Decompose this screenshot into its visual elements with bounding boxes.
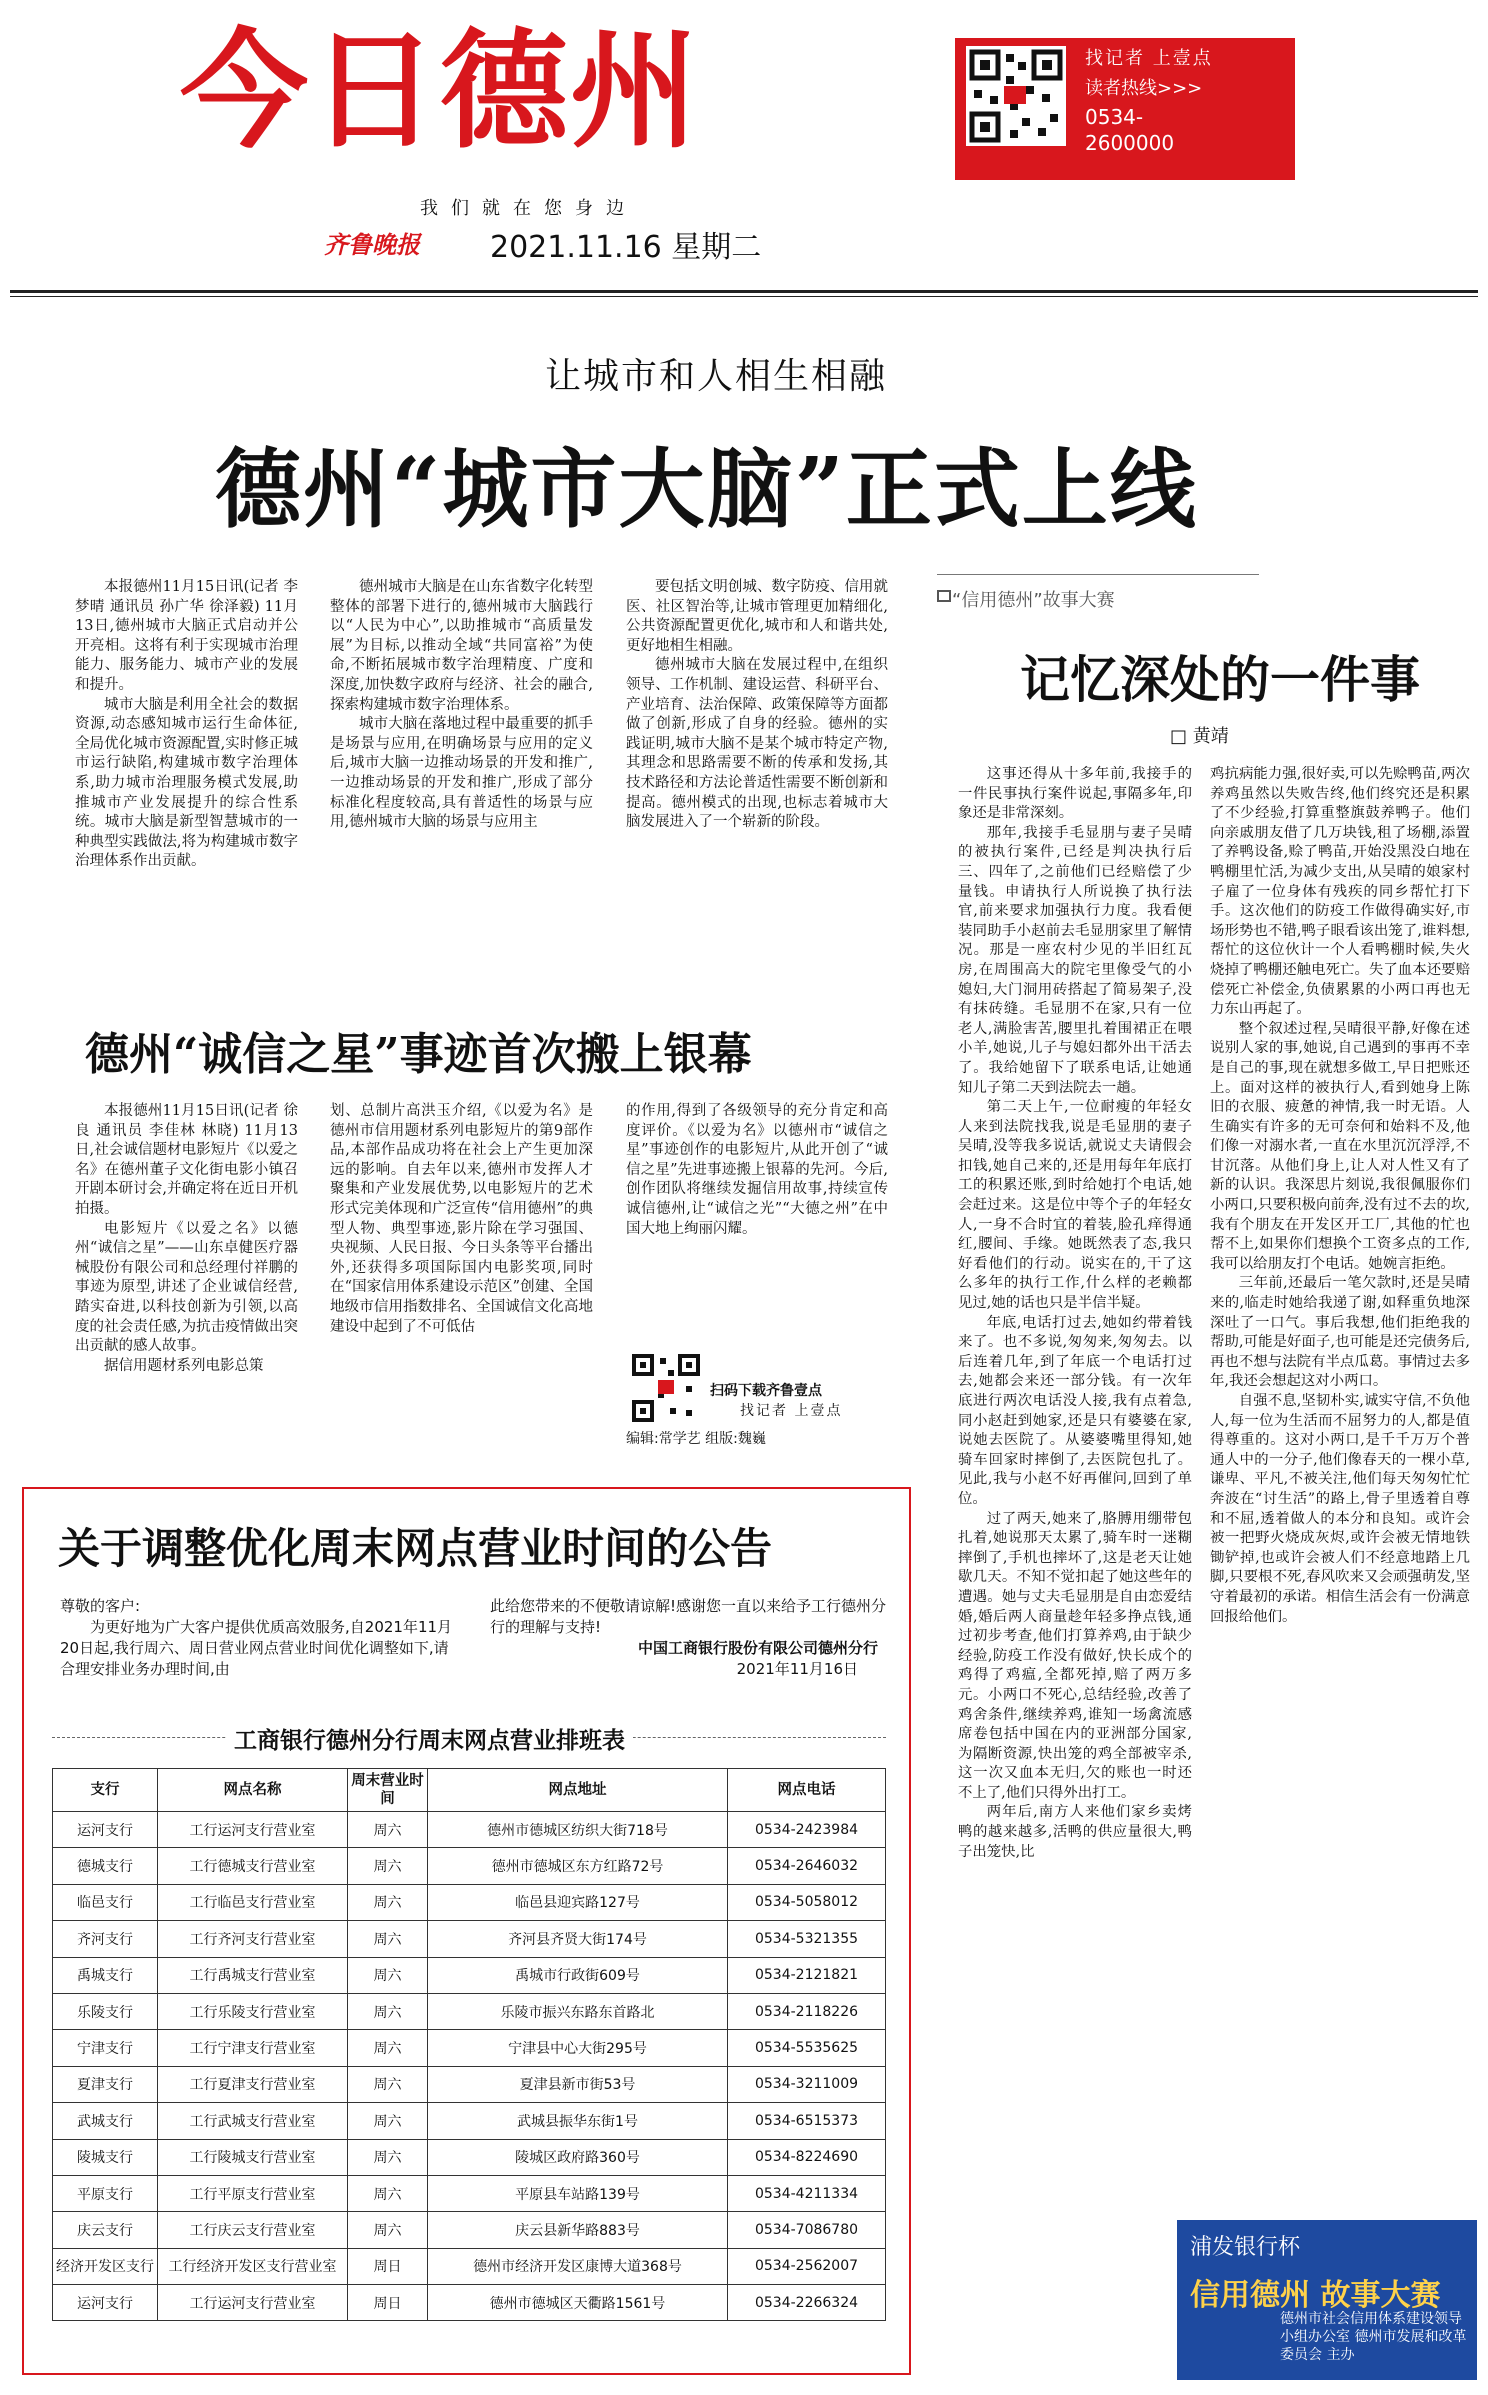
second-column-2 xyxy=(330,1102,593,1460)
story-paragraph: 第二天上午,一位耐瘦的年轻女人来到法院找我,说是毛显朋的妻子吴晴,没等我多说话,就说丈夫请假会扣钱,她自己来的,还是用每年年底打工的积累还账,到时给她打个电话,她会赶过来。这是位中等个子的年轻女人,一身不合时宜的着装,脸孔痒得通红,腰间、手缘。她既然表了态,我只好看他们的行动。说实在的,干了这么多年的执行工作,什么样的老赖都见过,她的话也只是半信半疑。 xyxy=(958,1099,1192,1312)
header-outlet: 网点名称 xyxy=(158,1769,348,1812)
cell-phone: 0534-5321355 xyxy=(728,1921,886,1957)
table-row xyxy=(53,2175,886,2211)
cell-day: 周六 xyxy=(348,2066,428,2102)
table-row xyxy=(53,2139,886,2175)
cell-branch: 武城支行 xyxy=(53,2103,158,2139)
series-rule xyxy=(937,574,1259,575)
cell-outlet: 工行运河支行营业室 xyxy=(158,1812,348,1848)
story-paragraph: 过了两天,她来了,胳膊用绷带包扎着,她说那天太累了,骑车时一迷糊摔倒了,手机也摔坏了,这是老天让她歇几天。不知不觉扣起了她这些年的遭遇。她与丈夫毛显朋是自由恋爱结婚,婚后两人商量趁年轻多挣点钱,通过初步考查,他们打算养鸡,由于缺少经验,防疫工作没有做好,快长成个的鸡得了鸡瘟,全都死掉,赔了两万多元。小两口不死心,总结经验,改善了鸡舍条件,继续养鸡,谁知一场禽流感席卷包括中国在内的亚洲部分国家,为隔断资源,快出笼的鸡全部被宰杀,这一次又血本无归,欠的账也一时还不上了,他们只得外出打工。 xyxy=(958,1510,1192,1801)
cell-phone: 0534-6515373 xyxy=(728,2103,886,2139)
header-address: 网点地址 xyxy=(428,1769,728,1812)
notice-greeting: 尊敬的客户: xyxy=(60,1597,141,1615)
cell-branch: 庆云支行 xyxy=(53,2212,158,2248)
cell-phone: 0534-5058012 xyxy=(728,1884,886,1920)
cell-branch: 临邑支行 xyxy=(53,1884,158,1920)
cell-phone: 0534-7086780 xyxy=(728,2212,886,2248)
cell-branch: 齐河支行 xyxy=(53,1921,158,1957)
second-column-3 xyxy=(626,1102,888,1322)
header-hours: 周末营业时间 xyxy=(348,1769,428,1812)
table-header-row xyxy=(53,1769,886,1812)
cell-day: 周六 xyxy=(348,1884,428,1920)
cell-branch: 德城支行 xyxy=(53,1848,158,1884)
contact-hotline-number-2: 2600000 xyxy=(1085,131,1175,155)
cell-branch: 经济开发区支行 xyxy=(53,2248,158,2284)
schedule-table xyxy=(52,1768,886,2321)
story-paragraph: 鸡抗病能力强,很好卖,可以先赊鸭苗,两次养鸡虽然以失败告终,他们终究还是积累了不少经验,打算重整旗鼓养鸭子。他们向亲戚朋友借了几万块钱,租了场棚,添置了养鸭设备,赊了鸭苗,开始没黑没白地在鸭棚里忙活,为减少支出,从吴晴的娘家村子雇了一位身体有残疾的同乡帮忙打下手。这次他们的防疫工作做得确实好,市场形势也不错,鸭子眼看该出笼了,谁料想,帮忙的这位伙计一个人看鸭棚时候,失火烧掉了鸭棚还触电死亡。失了血本还要赔偿死亡补偿金,负债累累的小两口再也无力东山再起了。 xyxy=(1210,766,1470,1018)
lead-headline: 德州“城市大脑”正式上线 xyxy=(215,439,1198,540)
cell-address: 齐河县齐贤大街174号 xyxy=(428,1921,728,1957)
header-phone: 网点电话 xyxy=(728,1769,886,1812)
table-row xyxy=(53,2248,886,2284)
cell-branch: 运河支行 xyxy=(53,2285,158,2321)
cell-address: 乐陵市振兴东路东首路北 xyxy=(428,1993,728,2029)
lead-paragraph: 城市大脑在落地过程中最重要的抓手是场景与应用,在明确场景与应用的定义后,城市大脑一边推动场景的开发和推广,一边推动场景的开发和推广,形成了部分标准化程度较高,具有普适性的场景与应用,德州城市大脑的场景与应用主 xyxy=(330,716,593,831)
cell-day: 周六 xyxy=(348,1848,428,1884)
cell-day: 周日 xyxy=(348,2248,428,2284)
cell-address: 德州市经济开发区康博大道368号 xyxy=(428,2248,728,2284)
cell-phone: 0534-2646032 xyxy=(728,1848,886,1884)
series-label: “信用德州”故事大赛 xyxy=(952,590,1115,611)
second-headline: 德州“诚信之星”事迹首次搬上银幕 xyxy=(85,1029,752,1080)
lead-paragraph: 本报德州11月15日讯(记者 李梦晴 通讯员 孙广华 徐泽毅) 11月13日,德州城市大脑正式启动并公开亮相。这将有利于实现城市治理能力、服务能力、城市产业的发展和提升。 xyxy=(75,579,298,693)
cell-address: 临邑县迎宾路127号 xyxy=(428,1884,728,1920)
table-row xyxy=(53,1957,886,1993)
cell-outlet: 工行庆云支行营业室 xyxy=(158,2212,348,2248)
contact-hotline-label: 读者热线>>> xyxy=(1085,78,1203,99)
story-paragraph: 那年,我接手毛显朋与妻子吴晴的被执行案件,已经是判决执行后三、四年了,之前他们已经赔偿了少量钱。申请执行人所说换了执行法官,前来要求加强执行力度。我看便装同助手小赵前去毛显朋家里了解情况。那是一座农村少见的半旧红瓦房,在周围高大的院宅里像受气的小媳妇,大门洞用砖搭起了简易架子,没有抹砖缝。毛显朋不在家,只有一位老人,满脸害苦,腰里扎着围裙正在喂小羊,她说,儿子与媳妇都外出干活去了。我给她留下了联系电话,让她通知儿子第二天到法院去一趟。 xyxy=(958,824,1192,1096)
table-row xyxy=(53,2066,886,2102)
lead-paragraph: 要包括文明创城、数字防疫、信用就医、社区智治等,让城市管理更加精细化,公共资源配置更优化,城市和人和谐共处,更好地相生相融。 xyxy=(626,579,888,654)
second-paragraph: 本报德州11月15日讯(记者 徐良 通讯员 李佳林 林晓) 11月13日,社会诚信题材电影短片《以爱之名》在德州董子文化街电影小镇召开剧本研讨会,并确定将在近日开机拍摄。 xyxy=(75,1103,298,1217)
cell-day: 周六 xyxy=(348,2139,428,2175)
cell-outlet: 工行陵城支行营业室 xyxy=(158,2139,348,2175)
banner-slogan: 信用德州 故事大赛 xyxy=(1190,2278,1441,2313)
table-row xyxy=(53,2212,886,2248)
notice-text-2: 此给您带来的不便敬请谅解!感谢您一直以来给予工行德州分行的理解与支持! xyxy=(490,1597,887,1636)
cell-phone: 0534-3211009 xyxy=(728,2066,886,2102)
cell-branch: 运河支行 xyxy=(53,1812,158,1848)
table-row xyxy=(53,2285,886,2321)
notice-title: 关于调整优化周末网点营业时间的公告 xyxy=(58,1524,773,1573)
contact-text xyxy=(1085,44,1213,156)
paper-logo: 齐鲁晚报 xyxy=(324,230,420,259)
masthead-title: 今日德州 xyxy=(180,17,701,166)
lead-kicker: 让城市和人相生相融 xyxy=(545,356,888,397)
second-paragraph: 的作用,得到了各级领导的充分肯定和高度评价。《以爱为名》以德州市“诚信之星”事迹创作的电影短片,从此开创了“诚信之星”先进事迹搬上银幕的先河。今后,创作团队将继续发掘信用故事,持续宣传诚信德州,让“诚信之光”“大德之州”在中国大地上绚丽闪耀。 xyxy=(626,1103,888,1237)
cell-phone: 0534-5535625 xyxy=(728,2030,886,2066)
table-title: 工商银行德州分行周末网点营业排班表 xyxy=(226,1722,633,1755)
cell-address: 陵城区政府路360号 xyxy=(428,2139,728,2175)
cell-branch: 宁津支行 xyxy=(53,2030,158,2066)
cell-outlet: 工行运河支行营业室 xyxy=(158,2285,348,2321)
second-paragraph: 据信用题材系列电影总策 xyxy=(104,1357,264,1374)
cell-address: 德州市德城区东方红路72号 xyxy=(428,1848,728,1884)
story-author: □ 黄靖 xyxy=(1170,726,1229,747)
cell-day: 周六 xyxy=(348,1957,428,1993)
story-title: 记忆深处的一件事 xyxy=(1020,650,1420,709)
cell-address: 夏津县新市街53号 xyxy=(428,2066,728,2102)
story-column-2 xyxy=(1210,765,1470,2210)
cell-address: 平原县车站路139号 xyxy=(428,2175,728,2211)
story-paragraph: 整个叙述过程,吴晴很平静,好像在述说别人家的事,她说,自己遇到的事再不幸是自己的事,现在就想多做工,早日把账还上。面对这样的被执行人,看到她身上陈旧的衣服、疲惫的神情,我一时无语。人生确实有许多的无可奈何和始料不及,他们像一对溺水者,一直在水里沉沉浮浮,不甘沉落。从他们身上,让人对人性又有了新的认识。我深思片刻说,我很佩服你们小两口,只要积极向前奔,没有过不去的坎,我有个朋友在开发区开工厂,其他的忙也帮不上,如果你们想换个工资多点的工作,我可以给朋友打个电话。她婉言拒绝。 xyxy=(1210,1020,1470,1272)
qilu-app-qr-icon[interactable] xyxy=(630,1352,702,1424)
banner-bank-name: 浦发银行杯 xyxy=(1190,2235,1301,2260)
table-row xyxy=(53,1921,886,1957)
cell-phone: 0534-8224690 xyxy=(728,2139,886,2175)
header-rule xyxy=(10,290,1478,293)
story-paragraph: 年底,电话打过去,她如约带着钱来了。也不多说,匆匆来,匆匆去。以后连着几年,到了年底一个电话打过去,她都会来还一部分钱。有一次年底进行两次电话没人接,我有点着急,同小赵赶到她家,还是只有婆婆在家,说她去医院了。从婆婆嘴里得知,她骑车回家时摔倒了,去医院包扎了。见此,我与小赵不好再催问,回到了单位。 xyxy=(958,1314,1192,1507)
story-paragraph: 这事还得从十多年前,我接手的一件民事执行案件说起,事隔多年,印象还是非常深刻。 xyxy=(958,766,1192,822)
table-row xyxy=(53,1884,886,1920)
cell-outlet: 工行禹城支行营业室 xyxy=(158,1957,348,1993)
banner-subtitle: 德州市社会信用体系建设领导小组办公室 德州市发展和改革委员会 主办 xyxy=(1280,2311,1467,2363)
masthead-slogan: 我们就在您身边 xyxy=(420,198,637,219)
lead-paragraph: 德州城市大脑在发展过程中,在组织领导、工作机制、建设运营、科研平台、产业培育、法治保障、政策保障等方面都做了创新,形成了自身的经验。德州的实践证明,城市大脑不是某个城市特定产物,其理念和思路需要不断的传承和发扬,其技术路径和方法论普适性需要不断创新和提高。德州模式的出现,也标志着城市大脑发展进入了一个崭新的阶段。 xyxy=(626,657,888,831)
series-icon xyxy=(937,590,951,602)
cell-branch: 平原支行 xyxy=(53,2175,158,2211)
notice-body-2 xyxy=(490,1596,890,1680)
cell-day: 周六 xyxy=(348,2030,428,2066)
cell-branch: 夏津支行 xyxy=(53,2066,158,2102)
notice-date: 2021年11月16日 xyxy=(736,1660,858,1678)
qr-caption-sub: 找记者 上壹点 xyxy=(740,1403,843,1419)
cell-day: 周六 xyxy=(348,2103,428,2139)
cell-outlet: 工行平原支行营业室 xyxy=(158,2175,348,2211)
lead-paragraph: 德州城市大脑是在山东省数字化转型整体的部署下进行的,德州城市大脑践行以“人民为中心”,以助推城市“高质量发展”为目标,以推动全域“共同富裕”为使命,不断拓展城市数字治理精度、广度和深度,加快数字政府与经济、社会的融合,探索构建城市数字治理体系。 xyxy=(330,579,593,713)
table-row xyxy=(53,2030,886,2066)
cell-day: 周六 xyxy=(348,1921,428,1957)
contact-hotline-number: 0534- xyxy=(1085,105,1144,129)
cell-phone: 0534-2423984 xyxy=(728,1812,886,1848)
story-paragraph: 自强不息,坚韧朴实,诚实守信,不负他人,每一位为生活而不屈努力的人,都是值得尊重的。这对小两口,是千千万万个普通人中的一分子,他们像春天的一棵小草,谦卑、平凡,不被关注,他们每天匆匆忙忙奔波在“讨生活”的路上,骨子里透着自尊和不屈,透着做人的本分和良知。或许会被一把野火烧成灰烬,或许会被无情地铁锄铲掉,也或许会被人们不经意地踏上几脚,只要根不死,春风吹来又会顽强萌发,坚守着最初的承诺。相信生活会有一份满意回报给他们。 xyxy=(1210,1393,1470,1625)
cell-branch: 乐陵支行 xyxy=(53,1993,158,2029)
header-rule-thin xyxy=(10,296,1478,297)
cell-day: 周六 xyxy=(348,2212,428,2248)
contact-line: 找记者 上壹点 xyxy=(1085,48,1213,69)
cell-phone: 0534-2562007 xyxy=(728,2248,886,2284)
editor-credit: 编辑:常学艺 组版:魏巍 xyxy=(626,1431,766,1447)
story-paragraph: 三年前,还最后一笔欠款时,还是吴晴来的,临走时她给我递了谢,如释重负地深深吐了一口气。事后我想,他们拒绝我的帮助,可能是好面子,也可能是还完债务后,再也不想与法院有半点瓜葛。事情过去多年,我还会想起这对小两口。 xyxy=(1210,1275,1470,1390)
cell-outlet: 工行宁津支行营业室 xyxy=(158,2030,348,2066)
cell-outlet: 工行经济开发区支行营业室 xyxy=(158,2248,348,2284)
second-column-1 xyxy=(75,1102,298,1460)
cell-outlet: 工行乐陵支行营业室 xyxy=(158,1993,348,2029)
cell-branch: 禹城支行 xyxy=(53,1957,158,1993)
notice-signature: 中国工商银行股份有限公司德州分行 xyxy=(637,1639,878,1657)
table-row xyxy=(53,1812,886,1848)
qr-caption: 扫码下载齐鲁壹点 xyxy=(710,1383,822,1399)
table-row xyxy=(53,1848,886,1884)
cell-outlet: 工行齐河支行营业室 xyxy=(158,1921,348,1957)
cell-day: 周日 xyxy=(348,2285,428,2321)
cell-phone: 0534-2121821 xyxy=(728,1957,886,1993)
lead-paragraph: 城市大脑是利用全社会的数据资源,动态感知城市运行生命体征,全局优化城市资源配置,实时修正城市运行缺陷,构建城市数字治理体系,助力城市治理服务模式发展,助推城市产业发展提升的综合性系统。城市大脑是新型智慧城市的一种典型实践做法,将为构建城市数字治理体系作出贡献。 xyxy=(75,696,298,870)
cell-outlet: 工行武城支行营业室 xyxy=(158,2103,348,2139)
cell-address: 德州市德城区天衢路1561号 xyxy=(428,2285,728,2321)
cell-day: 周六 xyxy=(348,2175,428,2211)
story-column-1 xyxy=(958,765,1192,2375)
cell-address: 宁津县中心大街295号 xyxy=(428,2030,728,2066)
cell-phone: 0534-2118226 xyxy=(728,1993,886,2029)
cell-address: 德州市德城区纺织大街718号 xyxy=(428,1812,728,1848)
cell-branch: 陵城支行 xyxy=(53,2139,158,2175)
lead-column-1 xyxy=(75,578,298,978)
story-paragraph: 两年后,南方人来他们家乡卖烤鸭的越来越多,活鸭的供应量很大,鸭子出笼快,比 xyxy=(958,1804,1192,1860)
header-branch: 支行 xyxy=(53,1769,158,1812)
cell-outlet: 工行德城支行营业室 xyxy=(158,1848,348,1884)
cell-day: 周六 xyxy=(348,1812,428,1848)
cell-address: 禹城市行政街609号 xyxy=(428,1957,728,1993)
table-row xyxy=(53,2103,886,2139)
cell-outlet: 工行夏津支行营业室 xyxy=(158,2066,348,2102)
cell-address: 庆云县新华路883号 xyxy=(428,2212,728,2248)
table-body xyxy=(53,1812,886,2321)
cell-phone: 0534-4211334 xyxy=(728,2175,886,2211)
cell-outlet: 工行临邑支行营业室 xyxy=(158,1884,348,1920)
qr-code-icon[interactable] xyxy=(966,46,1066,146)
issue-date: 2021.11.16 星期二 xyxy=(490,230,762,265)
notice-text: 为更好地为广大客户提供优质高效服务,自2021年11月20日起,我行周六、周日营业网点营业时间优化调整如下,请合理安排业务办理时间,由 xyxy=(60,1618,453,1678)
lead-column-2 xyxy=(330,578,593,978)
cell-day: 周六 xyxy=(348,1993,428,2029)
lead-column-3 xyxy=(626,578,888,978)
table-row xyxy=(53,1993,886,2029)
second-paragraph: 划、总制片高洪玉介绍,《以爱为名》是德州市信用题材系列电影短片的第9部作品,本部作品成功将在社会上产生更加深远的影响。自去年以来,德州市发挥人才聚集和产业发展优势,以电影短片的艺术形式完美体现和广泛宣传“信用德州”的典型人物、典型事迹,影片除在学习强国、央视频、人民日报、今日头条等平台播出外,还获得多项国际国内电影奖项,同时在“国家信用体系建设示范区”创建、全国地级市信用指数排名、全国诚信文化高地建设中起到了不可低估 xyxy=(330,1103,593,1335)
cell-phone: 0534-2266324 xyxy=(728,2285,886,2321)
notice-body xyxy=(60,1596,458,1680)
cell-address: 武城县振华东街1号 xyxy=(428,2103,728,2139)
second-paragraph: 电影短片《以爱之名》以德州“诚信之星”——山东卓健医疗器械股份有限公司和总经理付祥鹏的事迹为原型,讲述了企业诚信经营,踏实奋进,以科技创新为引领,以高度的社会责任感,为抗击疫情做出突出贡献的感人故事。 xyxy=(75,1220,298,1355)
